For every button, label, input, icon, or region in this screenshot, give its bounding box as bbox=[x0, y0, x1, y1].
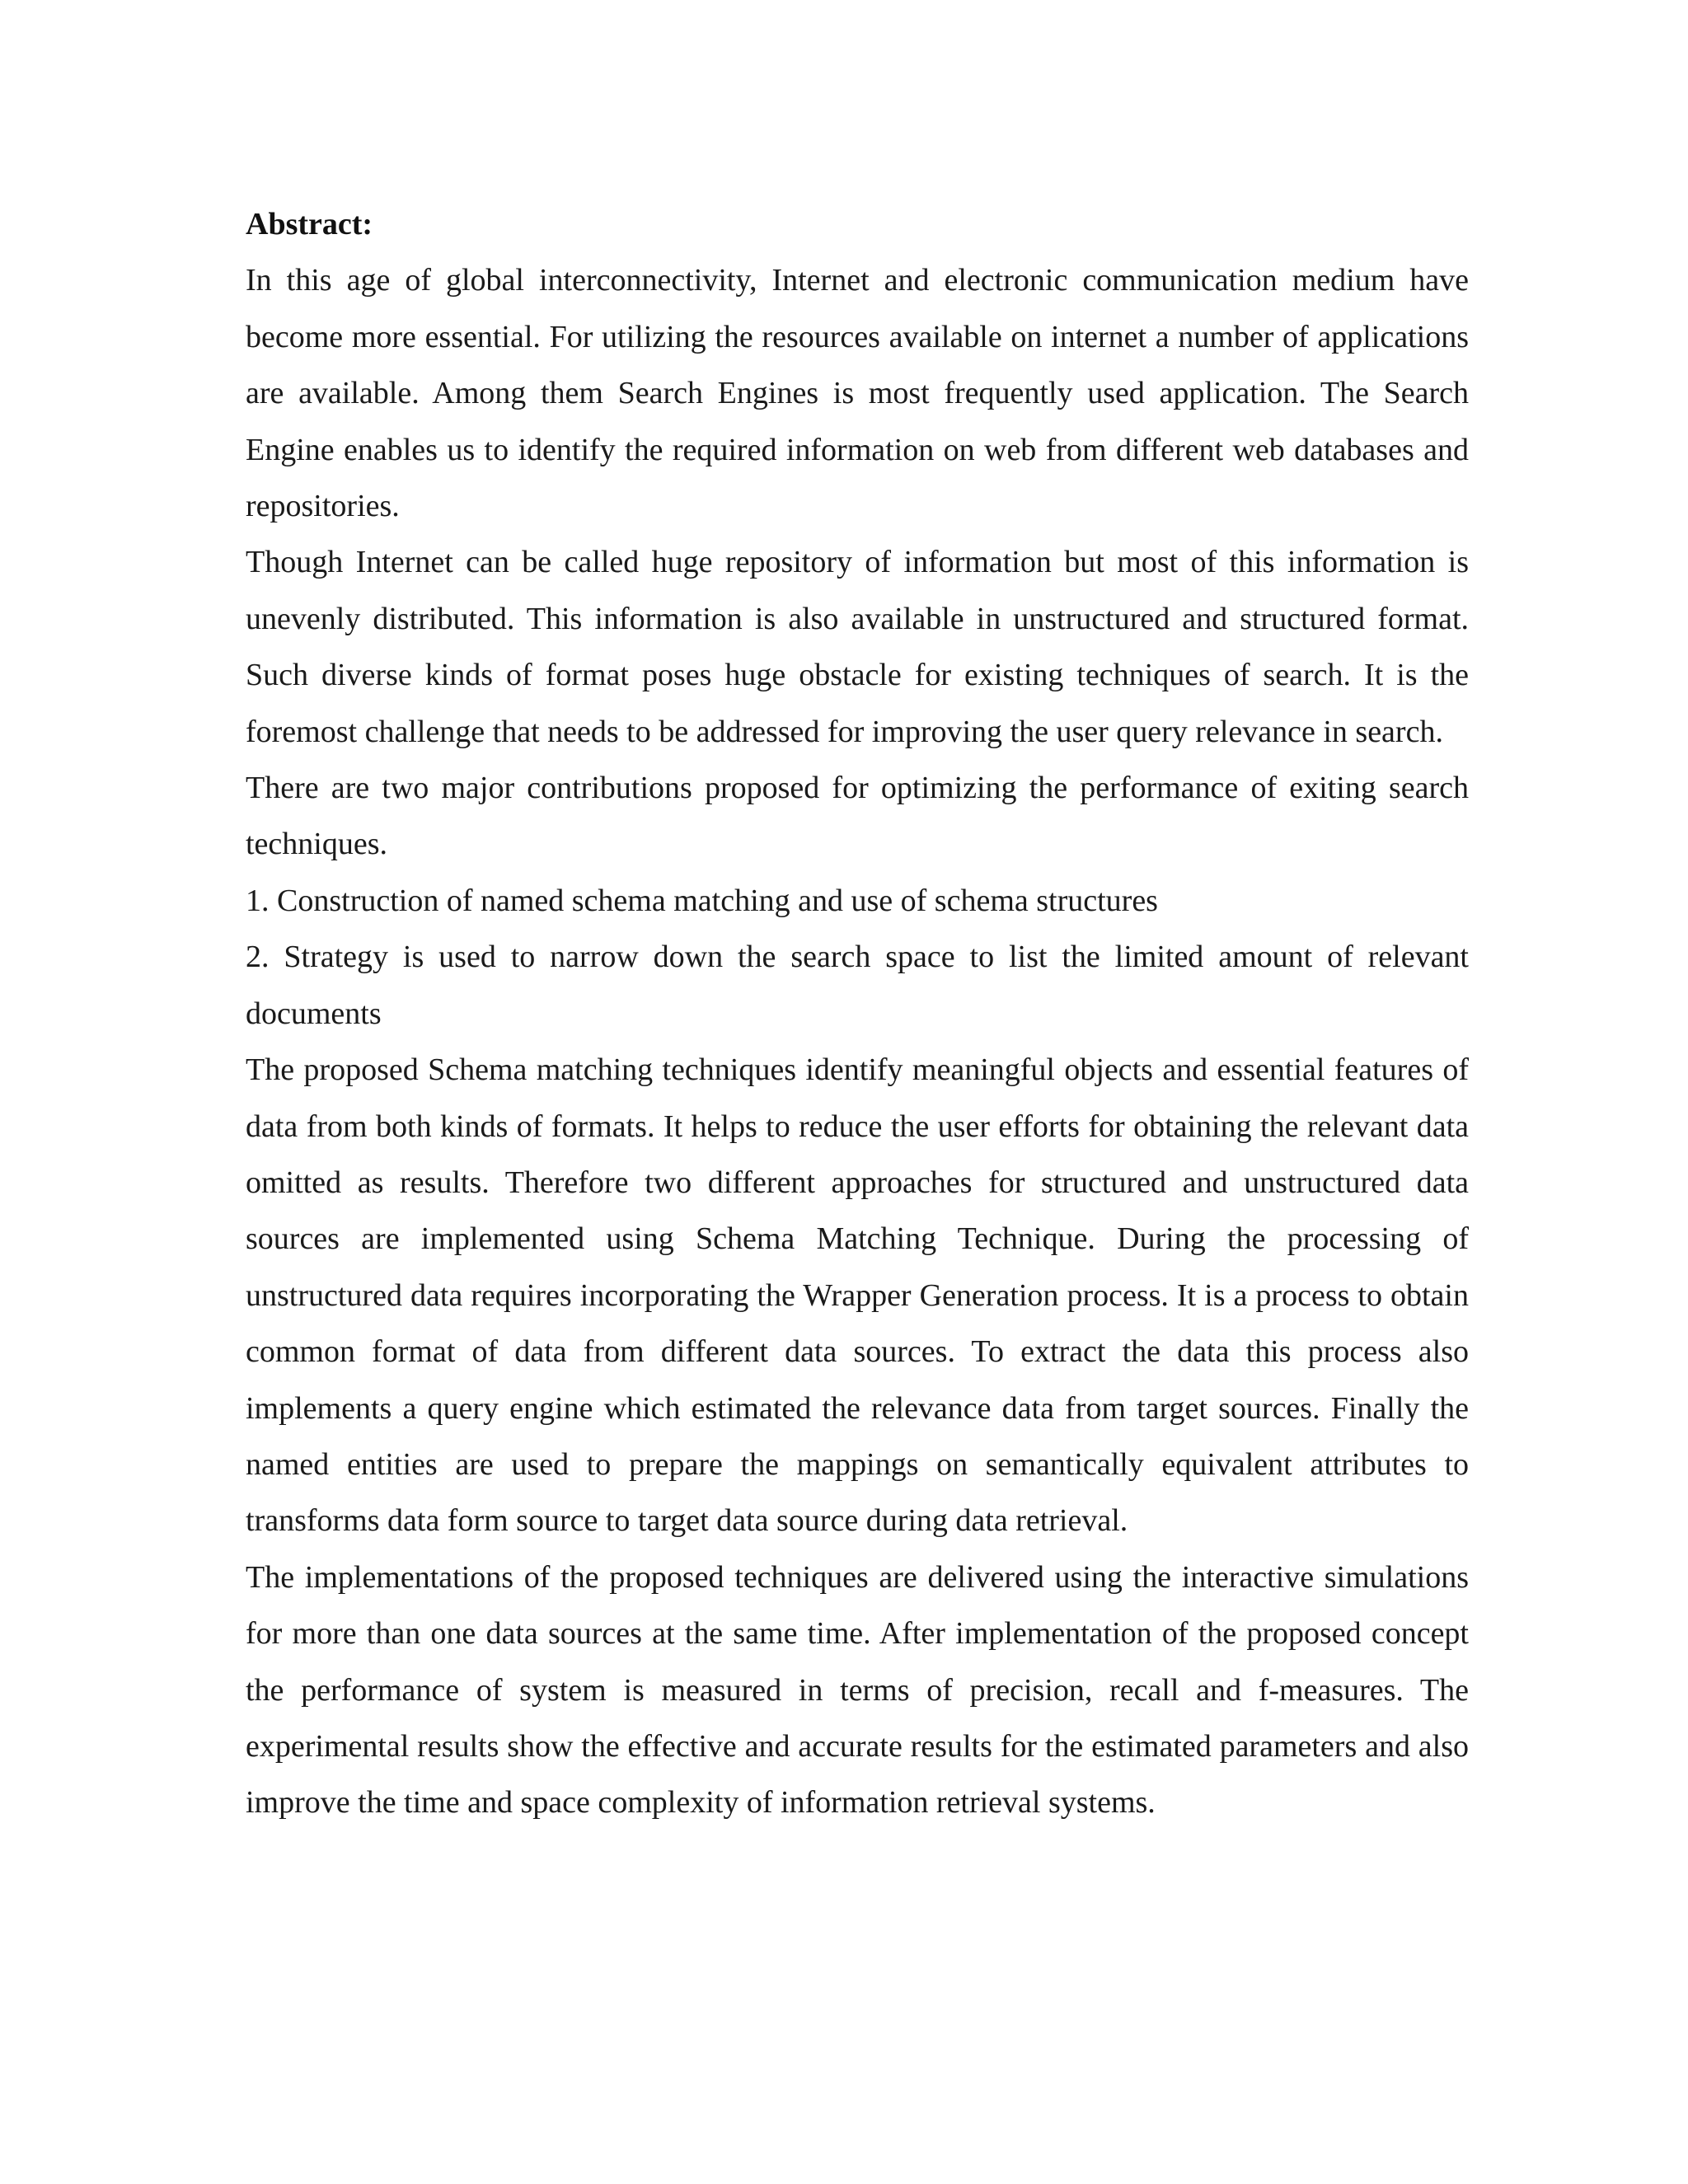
abstract-paragraph-5: The implementations of the proposed techniques are delivered using the interactive simulations for more than one data sources at the same time. After implementation of the proposed concept the performance of system is measured in terms of precision, recall and f-measures. The experimental results show the effective and accurate results for the estimated parameters and also improve the time and space complexity of information retrieval systems. bbox=[246, 1559, 1469, 1821]
abstract-paragraph-2: Though Internet can be called huge repository of information but most of this information is unevenly distributed. This information is also available in unstructured and structured format. Such diverse kinds of format poses huge obstacle for existing techniques of search. It is the foremost challenge that needs to be addressed for improving the user query relevance in search. bbox=[246, 545, 1469, 749]
abstract-paragraph-1: In this age of global interconnectivity, Internet and electronic communication medium have become more essential. For utilizing the resources available on internet a number of applications are available. Among them Search Engines is most frequently used application. The Search Engine enables us to identify the required information on web from different web databases and repositories. bbox=[246, 263, 1469, 524]
abstract-heading: Abstract: bbox=[246, 207, 373, 241]
abstract-paragraph-4: The proposed Schema matching techniques identify meaningful objects and essential features of data from both kinds of formats. It helps to reduce the user efforts for obtaining the relevant data omitted as results. Therefore two different approaches for structured and unstructured data sources are implemented using Schema Matching Technique. During the processing of unstructured data requires incorporating the Wrapper Generation process. It is a process to obtain common format of data from different data sources. To extract the data this process also implements a query engine which estimated the relevance data from target sources. Finally the named entities are used to prepare the mappings on semantically equivalent attributes to transforms data form source to target data source during data retrieval. bbox=[246, 1052, 1469, 1539]
contribution-list-item-1: 1. Construction of named schema matching and use of schema structures bbox=[246, 883, 1158, 918]
document-page bbox=[246, 196, 1469, 1831]
contribution-list-item-2: 2. Strategy is used to narrow down the search space to list the limited amount of relevant documents bbox=[246, 940, 1469, 1031]
abstract-paragraph-3: There are two major contributions proposed for optimizing the performance of exiting search techniques. bbox=[246, 771, 1469, 862]
